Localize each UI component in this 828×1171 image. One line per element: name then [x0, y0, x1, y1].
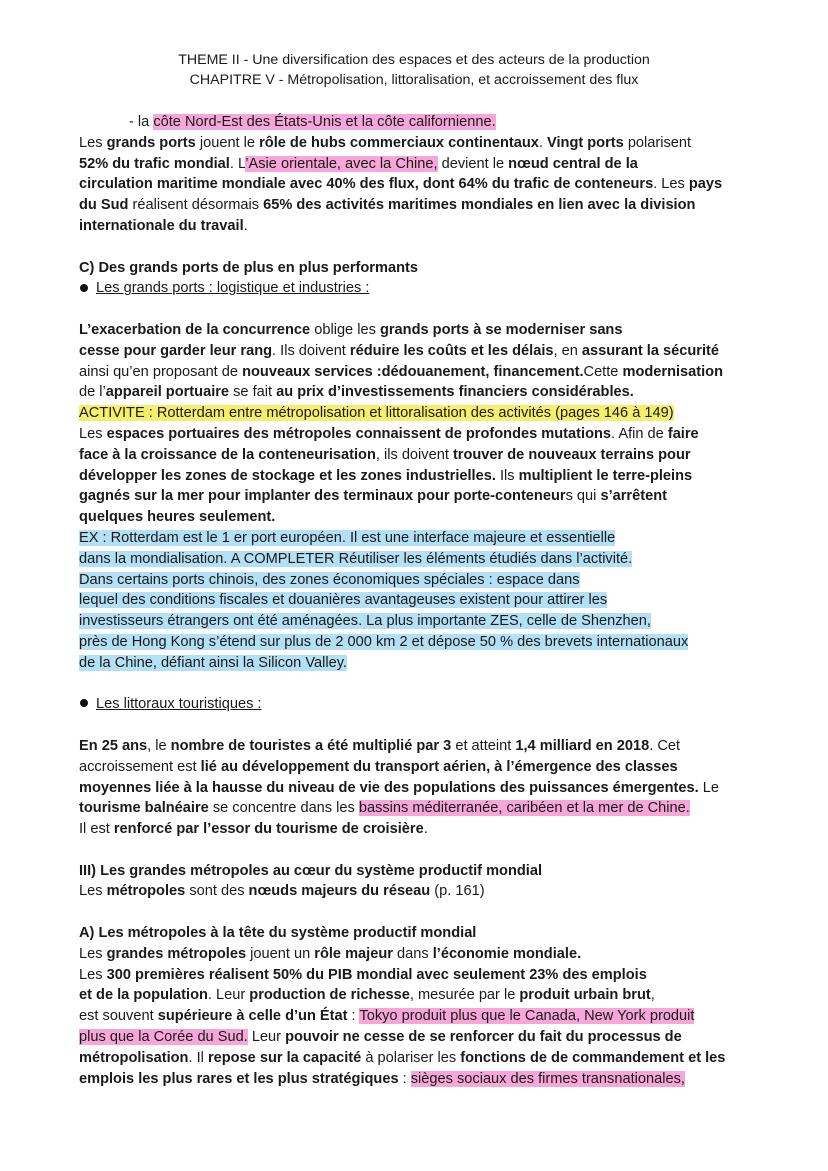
bold-text: nœud central de la	[508, 155, 638, 172]
bold-text: fonctions de de commandement et les	[460, 1049, 726, 1066]
bold-text: pays	[688, 176, 723, 193]
text-run: .	[243, 217, 248, 234]
bullet-label: Les littoraux touristiques :	[96, 696, 262, 713]
bold-text: grandes métropoles	[106, 945, 247, 962]
text-run: , le	[147, 737, 171, 754]
highlight-pink: Tokyo produit plus que le Canada, New York produit	[359, 1008, 695, 1025]
paragraph-line	[79, 798, 754, 819]
bold-text: modernisation	[622, 363, 724, 380]
highlight-blue: dans la mondialisation. A COMPLETER Réutiliser les éléments étudiés dans l’activité.	[79, 550, 633, 567]
bold-text: face à la croissance de la conteneurisation	[79, 446, 376, 463]
bold-text: 300 premières réalisent 50% du PIB mondial avec seulement 23% des emplois	[106, 966, 647, 983]
bold-text: multiplient le terre-pleins	[518, 467, 693, 484]
text-run: Les	[79, 425, 107, 442]
highlight-blue: EX : Rotterdam est le 1 er port européen. Il est une interface majeure et essentielle	[79, 529, 616, 546]
bold-text: gagnés sur la mer pour implanter des terminaux pour porte-conteneur	[79, 488, 566, 505]
paragraph-line	[79, 985, 754, 1006]
text-run: .	[538, 134, 547, 151]
text-run: :	[398, 1070, 411, 1087]
text-run: polarisent	[623, 134, 692, 151]
bold-text: emplois les plus rares et les plus stratégiques	[79, 1070, 399, 1087]
example-line	[79, 653, 754, 674]
highlight-blue: Dans certains ports chinois, des zones économiques spéciales : espace dans	[79, 571, 580, 588]
text-run: Les	[79, 966, 107, 983]
text-run: sont des	[185, 883, 249, 900]
text-run: ainsi qu’en proposant de	[79, 363, 243, 380]
bullet-item	[79, 278, 754, 299]
text-run: .	[423, 821, 428, 838]
highlight-pink: plus que la Corée du Sud.	[79, 1029, 248, 1046]
paragraph-ports	[79, 133, 754, 237]
bold-text: 52% du trafic mondial	[79, 155, 230, 172]
paragraph-line	[79, 382, 754, 403]
bold-text: nouveaux services :dédouanement, financement.	[242, 363, 584, 380]
highlight-pink: bassins méditerranée, caribéen et la mer de Chine.	[358, 800, 690, 817]
bold-text: faire	[667, 425, 699, 442]
bold-text: rôle de hubs commerciaux continentaux	[259, 134, 539, 151]
highlight-blue: de la Chine, défiant ainsi la Silicon Valley.	[79, 654, 347, 671]
paragraph-line	[79, 174, 754, 195]
text-run: Les	[79, 945, 107, 962]
bold-text: rôle majeur	[314, 945, 393, 962]
paragraph-line	[79, 736, 754, 757]
paragraph-line	[79, 1006, 754, 1027]
highlight-blue: lequel des conditions fiscales et douanières avantageuses existent pour attirer les	[79, 592, 608, 609]
bullet-item	[79, 694, 754, 715]
paragraph-line	[79, 944, 754, 965]
theme-title: THEME II - Une diversification des espaces et des acteurs de la production	[178, 52, 650, 68]
bold-text: nœuds majeurs du réseau	[248, 883, 431, 900]
example-line	[79, 632, 754, 653]
bullet-icon	[80, 699, 88, 707]
document-body	[79, 112, 754, 1089]
chapter-title: CHAPITRE V - Métropolisation, littoralisation, et accroissement des flux	[189, 72, 639, 88]
text-run: , mesurée par le	[409, 987, 520, 1004]
text-run: se fait	[229, 384, 277, 401]
bullet-icon	[80, 284, 88, 292]
paragraph-line	[79, 1069, 754, 1090]
highlight-blue: investisseurs étrangers ont été aménagées. La plus importante ZES, celle de Shenzhen,	[79, 613, 651, 630]
paragraph-concurrence	[79, 320, 754, 403]
paragraph-line	[79, 778, 754, 799]
highlight-pink: côte Nord-Est des États-Unis et la côte californienne.	[153, 114, 496, 130]
paragraph-line	[79, 881, 754, 902]
bold-text: renforcé par l’essor du tourisme de croisière	[113, 821, 424, 838]
section-heading	[79, 258, 754, 279]
text-run: Ils	[495, 467, 519, 484]
highlight-pink: sièges sociaux des firmes transnationales,	[410, 1070, 685, 1087]
text-run: accroissement est	[79, 758, 201, 775]
bold-text: du Sud	[79, 197, 129, 214]
paragraph-line	[79, 965, 754, 986]
text-run: Il est	[79, 821, 114, 838]
text-run: Les	[79, 134, 107, 151]
example-line	[79, 570, 754, 591]
bold-text: au prix d’investissements financiers considérables.	[276, 384, 634, 401]
text-run: Les	[79, 883, 107, 900]
bold-text: trouver de nouveaux terrains pour	[452, 446, 691, 463]
bold-text: l’économie mondiale.	[432, 945, 582, 962]
document-header	[0, 50, 828, 90]
bold-text: tourisme balnéaire	[79, 800, 209, 817]
bold-text: production de richesse	[249, 987, 410, 1004]
bold-text: espaces portuaires des métropoles connaissent de profondes mutations	[106, 425, 612, 442]
spacer	[79, 299, 754, 320]
bullet-label: Les grands ports : logistique et industries :	[96, 280, 370, 297]
paragraph-line	[79, 195, 754, 216]
spacer	[79, 902, 754, 923]
paragraph-line	[79, 819, 754, 840]
text-run: . Leur	[207, 987, 250, 1004]
text-run: dans	[392, 945, 433, 962]
bold-text: internationale du travail	[79, 217, 244, 234]
activity-line	[79, 403, 754, 424]
example-line	[79, 549, 754, 570]
paragraph-line	[79, 154, 754, 175]
paragraph-line	[79, 112, 754, 133]
heading-text: A) Les métropoles à la tête du système productif mondial	[79, 925, 477, 942]
paragraph-line	[79, 445, 754, 466]
text-run: et atteint	[451, 737, 516, 754]
paragraph-line	[79, 216, 754, 237]
text-run: ,	[650, 987, 655, 1004]
bold-text: 65% des activités maritimes mondiales en lien avec la division	[263, 197, 696, 214]
example-line	[79, 528, 754, 549]
bold-text: quelques heures seulement.	[79, 509, 276, 526]
text-run: , ils doivent	[375, 446, 453, 463]
highlight-pink: ’Asie orientale, avec la Chine,	[245, 155, 438, 172]
text-run: , en	[553, 342, 582, 359]
bold-text: Vingt ports	[547, 134, 624, 151]
bold-text: En 25 ans	[79, 737, 148, 754]
bold-text: 1,4 milliard en 2018	[515, 737, 650, 754]
paragraph-line	[79, 362, 754, 383]
bold-text: appareil portuaire	[105, 384, 230, 401]
text-run: s qui	[565, 488, 601, 505]
bold-text: métropoles	[106, 883, 186, 900]
heading-text: III) Les grandes métropoles au cœur du système productif mondial	[79, 862, 543, 879]
section-heading	[79, 861, 754, 882]
bold-text: métropolisation	[79, 1049, 189, 1066]
bold-text: repose sur la capacité	[207, 1049, 362, 1066]
text-run: est souvent	[79, 1008, 158, 1025]
bold-text: L’exacerbation de la concurrence	[79, 321, 311, 338]
text-run: - la	[129, 114, 154, 130]
paragraph-line	[79, 466, 754, 487]
section-heading	[79, 923, 754, 944]
text-run: . Afin de	[611, 425, 668, 442]
text-run: . Les	[653, 176, 689, 193]
bold-text: pouvoir ne cesse de se renforcer du fait du processus de	[285, 1029, 682, 1046]
text-run: Cette	[583, 363, 623, 380]
bold-text: grands ports	[106, 134, 196, 151]
example-line	[79, 611, 754, 632]
text-run: jouent un	[246, 945, 315, 962]
text-run: réalisent désormais	[128, 197, 264, 214]
highlight-yellow: ACTIVITE : Rotterdam entre métropolisation et littoralisation des activités (pages 146 à 149)	[79, 405, 674, 422]
text-run: . Il	[188, 1049, 208, 1066]
spacer	[79, 715, 754, 736]
text-run: jouent le	[195, 134, 260, 151]
bold-text: et de la population	[79, 987, 208, 1004]
paragraph-line	[79, 1027, 754, 1048]
bold-text: développer les zones de stockage et les zones industrielles.	[79, 467, 496, 484]
paragraph-line	[79, 1048, 754, 1069]
text-run: se concentre dans les	[208, 800, 359, 817]
highlight-blue: près de Hong Kong s’étend sur plus de 2 000 km 2 et dépose 50 % des brevets internationaux	[79, 633, 689, 650]
spacer	[79, 674, 754, 695]
bold-text: lié au développement du transport aérien, à l’émergence des classes	[200, 758, 678, 775]
text-run: :	[347, 1008, 360, 1025]
bold-text: produit urbain brut	[519, 987, 651, 1004]
bold-text: grands ports à se moderniser sans	[379, 321, 623, 338]
text-run: Le	[698, 779, 719, 796]
bold-text: supérieure à celle d’un État	[157, 1008, 348, 1025]
paragraph-line	[79, 507, 754, 528]
spacer	[79, 237, 754, 258]
text-run: Leur	[247, 1029, 286, 1046]
heading-text: C) Des grands ports de plus en plus performants	[79, 259, 418, 276]
text-run: à polariser les	[361, 1049, 461, 1066]
text-run: . Ils doivent	[272, 342, 350, 359]
text-run: . Cet	[649, 737, 681, 754]
bold-text: assurant la sécurité	[581, 342, 720, 359]
paragraph-line	[79, 424, 754, 445]
bold-text: moyennes liée à la hausse du niveau de vie des populations des puissances émergentes.	[79, 779, 699, 796]
paragraph-line	[79, 341, 754, 362]
text-run: . L	[229, 155, 246, 172]
example-line	[79, 590, 754, 611]
paragraph-espaces-portuaires	[79, 424, 754, 528]
text-run: devient le	[437, 155, 509, 172]
paragraph-line	[79, 757, 754, 778]
paragraph-line	[79, 320, 754, 341]
spacer	[79, 840, 754, 861]
text-run: oblige les	[310, 321, 380, 338]
paragraph-metropoles	[79, 944, 754, 1090]
paragraph-line	[79, 486, 754, 507]
bold-text: circulation maritime mondiale avec 40% des flux, dont 64% du trafic de conteneurs	[79, 176, 654, 193]
text-run: (p. 161)	[430, 883, 485, 900]
paragraph-line	[79, 133, 754, 154]
bold-text: cesse pour garder leur rang	[79, 342, 273, 359]
bold-text: s’arrêtent	[600, 488, 667, 505]
bold-text: nombre de touristes a été multiplié par 3	[170, 737, 452, 754]
paragraph-tourisme	[79, 736, 754, 840]
bold-text: réduire les coûts et les délais	[349, 342, 554, 359]
example-block	[79, 528, 754, 674]
text-run: de l’	[79, 384, 106, 401]
